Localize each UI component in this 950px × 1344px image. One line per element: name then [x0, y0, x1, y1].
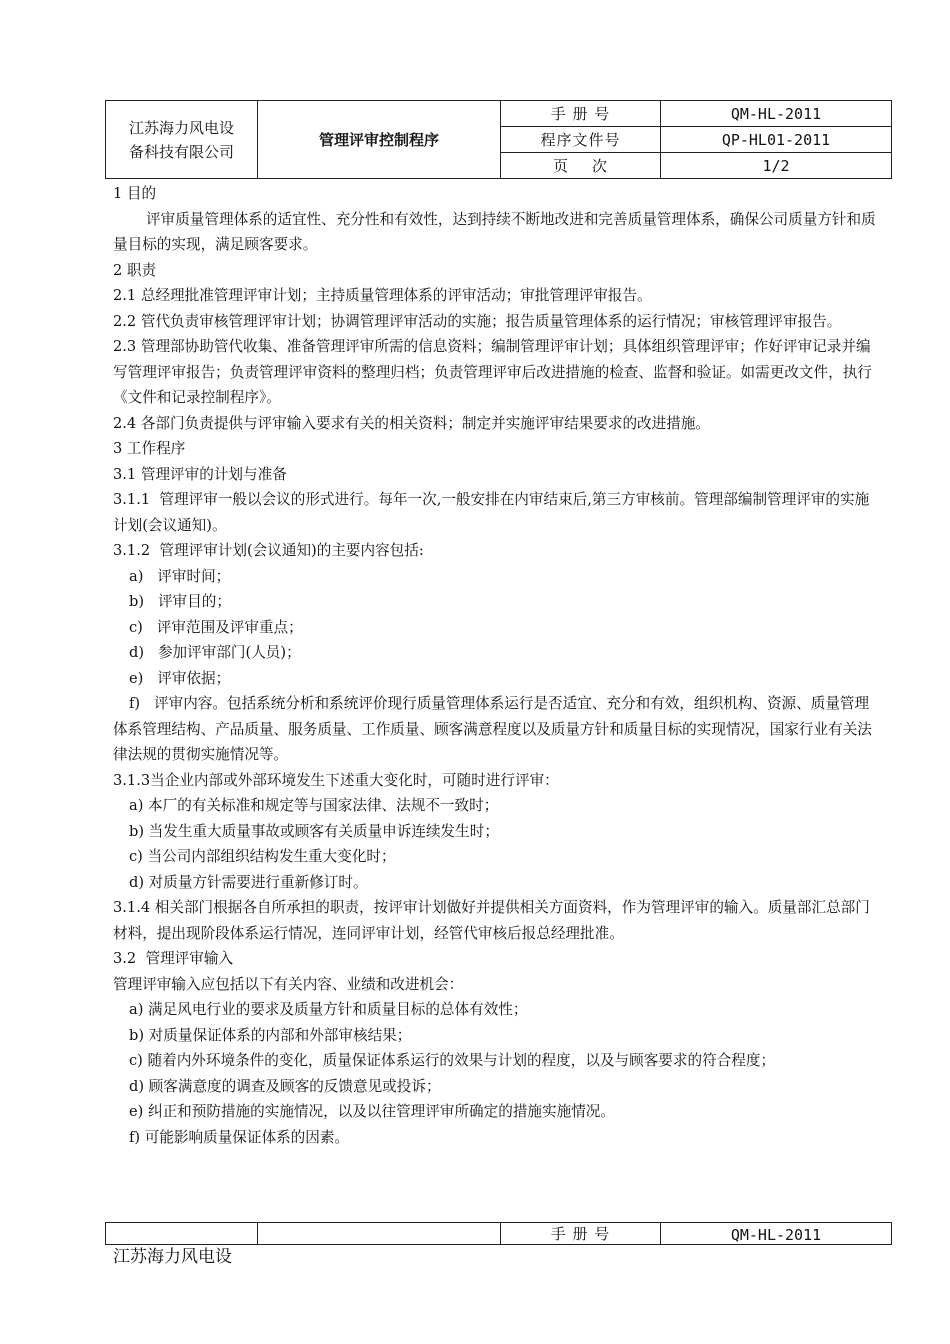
list-item: f) 评审内容。包括系统分析和系统评价现行质量管理体系运行是否适宜、充分和有效，组织机构、资源、质量管理体系管理结构、产品质量、服务质量、工作质量、顾客满意程度以及质量方针和质量目标的实现情况，国家行业有关法律法规的贯彻实施情况等。	[113, 695, 872, 763]
paragraph: 2.3 管理部协助管代收集、准备管理评审所需的信息资料；编制管理评审计划；具体组织管理评审；作好评审记录并编写管理评审报告；负责管理评审资料的整理归档；负责管理评审后改进措施的检查、监督和验证。如需更改文件，执行《文件和记录控制程序》。	[113, 338, 872, 406]
procedure-number-label: 程序文件号	[501, 127, 661, 153]
header-table	[105, 100, 892, 179]
paragraph: 2.1 总经理批准管理评审计划；主持质量管理体系的评审活动；审批管理评审报告。	[113, 287, 652, 304]
paragraph: 3.1.4 相关部门根据各自所承担的职责，按评审计划做好并提供相关方面资料，作为管理评审的输入。质量部汇总部门材料，提出现阶段体系运行情况，连同评审计划，经管代审核后报总经理批准。	[113, 899, 870, 942]
paragraph: 2.4 各部门负责提供与评审输入要求有关的相关资料；制定并实施评审结果要求的改进措施。	[113, 414, 711, 432]
footer-title-cell	[258, 1223, 501, 1245]
paragraph: 3.1.2 管理评审计划(会议通知)的主要内容包括:	[113, 542, 424, 559]
list-item: d) 对质量方针需要进行重新修订时。	[129, 873, 368, 891]
paragraph: 3.1.3当企业内部或外部环境发生下述重大变化时，可随时进行评审：	[113, 771, 559, 789]
page-label: 页 次	[501, 153, 661, 179]
company-name: 江苏海力风电设 备科技有限公司	[106, 101, 258, 179]
subsection-heading: 3.1 管理评审的计划与准备	[113, 465, 287, 483]
list-item: c) 随着内外环境条件的变化，质量保证体系运行的效果与计划的程度，以及与顾客要求的符合程度；	[129, 1052, 776, 1069]
list-item: c) 评审范围及评审重点；	[129, 618, 303, 636]
list-item: b) 评审目的；	[129, 593, 231, 610]
document-title: 管理评审控制程序	[258, 101, 501, 179]
footer-manual-number-label: 手 册 号	[501, 1223, 661, 1245]
section-heading: 1 目的	[113, 185, 157, 202]
list-item: a) 满足风电行业的要求及质量方针和质量目标的总体有效性；	[129, 1001, 528, 1018]
list-item: f) 可能影响质量保证体系的因素。	[129, 1128, 350, 1146]
paragraph: 2.2 管代负责审核管理评审计划；协调管理评审活动的实施；报告质量管理体系的运行情况；审核管理评审报告。	[113, 312, 842, 330]
page-value: 1/2	[661, 153, 892, 179]
list-item: c) 当公司内部组织结构发生重大变化时；	[129, 848, 396, 865]
paragraph: 评审质量管理体系的适宜性、充分性和有效性，达到持续不断地改进和完善质量管理体系，确保公司质量方针和质量目标的实现，满足顾客要求。	[113, 210, 876, 253]
footer-manual-number-value: QM-HL-2011	[661, 1223, 892, 1245]
list-item: e) 纠正和预防措施的实施情况，以及以往管理评审所确定的措施实施情况。	[129, 1103, 615, 1120]
list-item: e) 评审依据；	[129, 669, 231, 687]
paragraph: 3.1.1 管理评审一般以会议的形式进行。每年一次,一般安排在内审结束后,第三方审核前。管理部编制管理评审的实施计划(会议通知)。	[113, 491, 870, 534]
list-item: d) 参加评审部门(人员)；	[129, 644, 301, 661]
manual-number-value: QM-HL-2011	[661, 101, 892, 127]
paragraph: 管理评审输入应包括以下有关内容、业绩和改进机会：	[113, 975, 464, 993]
document-body	[113, 181, 879, 1150]
list-item: b) 对质量保证体系的内部和外部审核结果；	[129, 1026, 412, 1044]
footer-company-name: 江苏海力风电设	[113, 1247, 232, 1267]
list-item: a) 评审时间；	[129, 567, 231, 585]
section-heading: 2 职责	[113, 261, 157, 279]
subsection-heading: 3.2 管理评审输入	[113, 950, 234, 967]
list-item: a) 本厂的有关标准和规定等与国家法律、法规不一致时；	[129, 797, 499, 814]
list-item: b) 当发生重大质量事故或顾客有关质量申诉连续发生时；	[129, 822, 499, 840]
list-item: d) 顾客满意度的调查及顾客的反馈意见或投诉；	[129, 1077, 441, 1095]
procedure-number-value: QP-HL01-2011	[661, 127, 892, 153]
section-heading: 3 工作程序	[113, 440, 186, 457]
manual-number-label: 手 册 号	[501, 101, 661, 127]
